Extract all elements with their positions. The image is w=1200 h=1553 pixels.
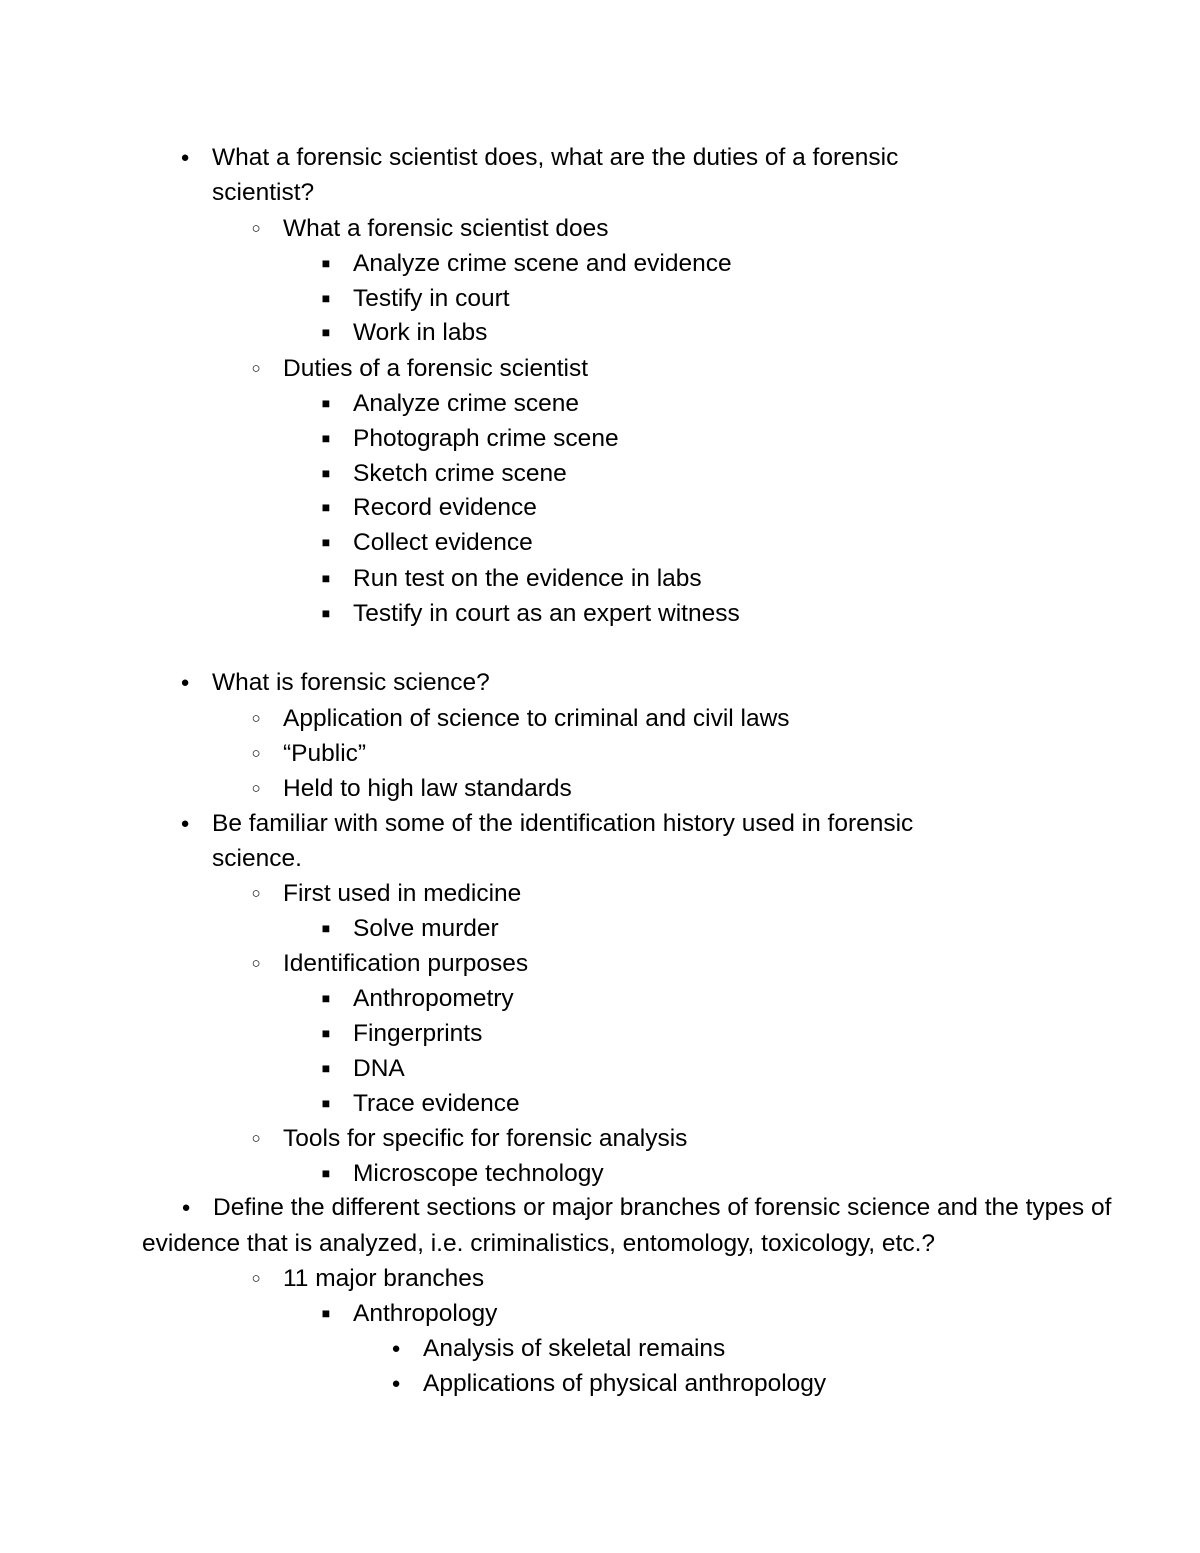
list-item: science.	[212, 845, 302, 872]
bullet-level1: ●	[391, 1375, 401, 1392]
list-item: Sketch crime scene	[353, 460, 567, 487]
bullet-level1: ●	[180, 674, 190, 691]
list-item: scientist?	[212, 179, 315, 206]
list-item: Analyze crime scene and evidence	[353, 250, 732, 277]
list-item: 11 major branches	[283, 1265, 485, 1292]
bullet-level3: ■	[321, 395, 331, 411]
bullet-level3: ■	[321, 1025, 331, 1041]
bullet-level3: ■	[321, 534, 331, 550]
bullet-level2: ○	[251, 885, 261, 902]
list-item: Solve murder	[353, 915, 499, 942]
bullet-level3: ■	[321, 1165, 331, 1181]
list-item: Tools for specific for forensic analysis	[283, 1125, 688, 1152]
bullet-level3: ■	[321, 1060, 331, 1076]
list-item: Analyze crime scene	[353, 390, 580, 417]
list-item: “Public”	[283, 740, 367, 767]
list-item: First used in medicine	[283, 880, 522, 907]
bullet-level2: ○	[251, 360, 261, 377]
bullet-level3: ■	[321, 1305, 331, 1321]
bullet-level2: ○	[251, 955, 261, 972]
list-item: Work in labs	[353, 319, 488, 346]
bullet-level1: ●	[180, 149, 190, 166]
bullet-level1: ●	[181, 1199, 191, 1216]
list-item: Anthropology	[353, 1300, 498, 1327]
list-item: Be familiar with some of the identification history used in forensic	[212, 810, 914, 837]
list-item: Collect evidence	[353, 529, 533, 556]
bullet-level1: ●	[391, 1340, 401, 1357]
list-item: What is forensic science?	[212, 669, 490, 696]
bullet-level3: ■	[321, 920, 331, 936]
bullet-level3: ■	[321, 290, 331, 306]
list-item: Testify in court as an expert witness	[353, 600, 740, 627]
list-item: Record evidence	[353, 494, 537, 521]
bullet-level2: ○	[251, 710, 261, 727]
bullet-level2: ○	[251, 1130, 261, 1147]
list-item: What a forensic scientist does, what are the duties of a forensic	[212, 144, 899, 171]
list-item: Anthropometry	[353, 985, 514, 1012]
bullet-level3: ■	[321, 605, 331, 621]
bullet-level3: ■	[321, 990, 331, 1006]
list-item: What a forensic scientist does	[283, 215, 609, 242]
bullet-level3: ■	[321, 465, 331, 481]
list-item: Define the different sections or major branches of forensic science and the types of	[213, 1194, 1112, 1221]
list-item: Photograph crime scene	[353, 425, 619, 452]
bullet-level3: ■	[321, 570, 331, 586]
list-item: Applications of physical anthropology	[423, 1370, 827, 1397]
bullet-level3: ■	[321, 430, 331, 446]
bullet-level2: ○	[251, 220, 261, 237]
bullet-level3: ■	[321, 1095, 331, 1111]
list-item: Application of science to criminal and civil laws	[283, 705, 790, 732]
list-item: Analysis of skeletal remains	[423, 1335, 726, 1362]
bullet-level3: ■	[321, 324, 331, 340]
bullet-level1: ●	[180, 815, 190, 832]
bullet-level3: ■	[321, 255, 331, 271]
list-item: Microscope technology	[353, 1160, 604, 1187]
bullet-level2: ○	[251, 1270, 261, 1287]
list-item: Trace evidence	[353, 1090, 520, 1117]
list-item: Held to high law standards	[283, 775, 572, 802]
list-item: Run test on the evidence in labs	[353, 565, 702, 592]
bullet-level3: ■	[321, 499, 331, 515]
list-item: Duties of a forensic scientist	[283, 355, 589, 382]
bullet-level2: ○	[251, 780, 261, 797]
list-item: DNA	[353, 1055, 405, 1082]
bullet-level2: ○	[251, 745, 261, 762]
list-item: Fingerprints	[353, 1020, 483, 1047]
list-item: Testify in court	[353, 285, 510, 312]
list-item: evidence that is analyzed, i.e. criminalistics, entomology, toxicology, etc.?	[142, 1230, 935, 1257]
list-item: Identification purposes	[283, 950, 529, 977]
